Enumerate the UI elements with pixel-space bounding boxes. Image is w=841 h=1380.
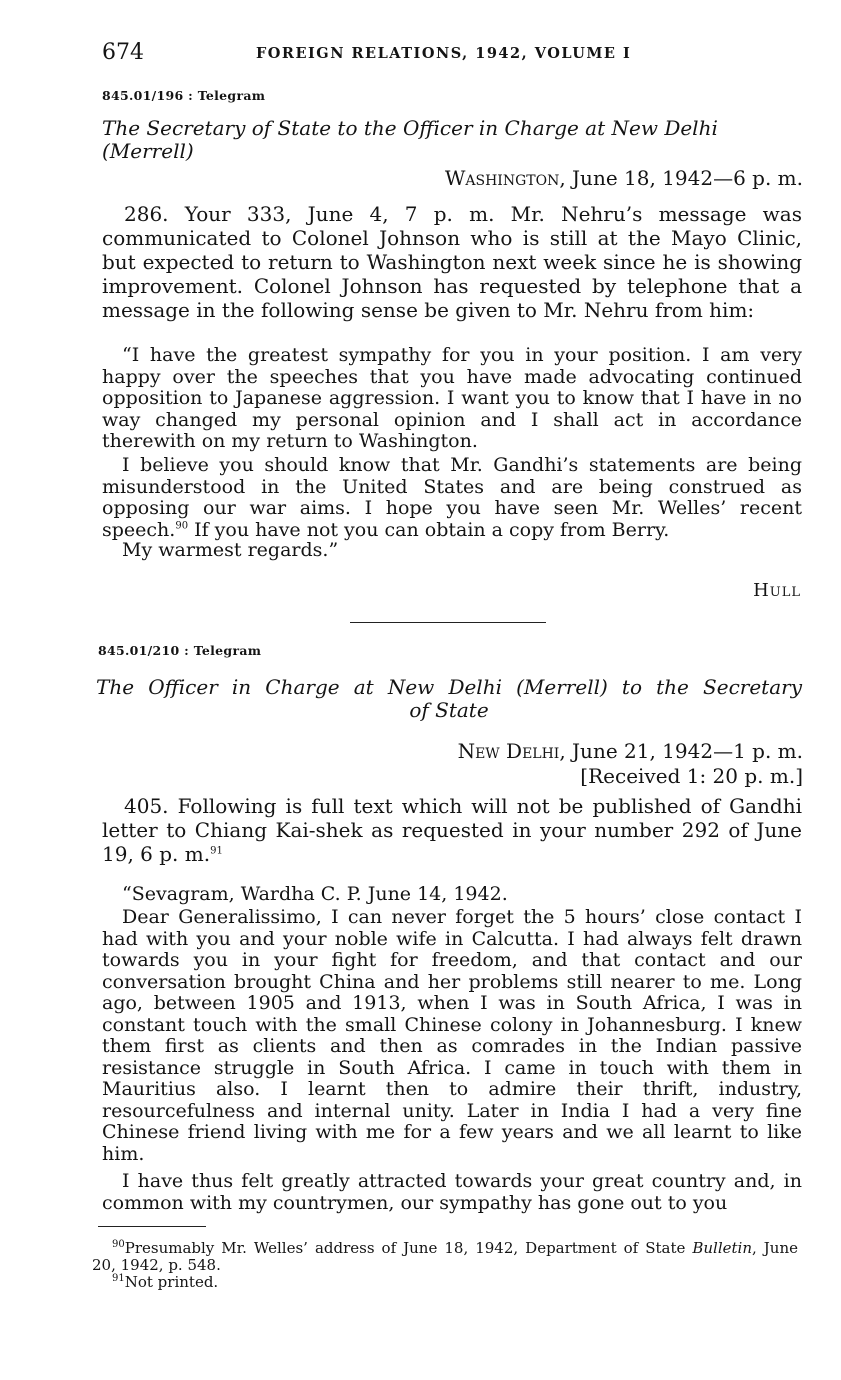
document-title-1: The Secretary of State to the Officer in Charge at New Delhi (Merrell) — [102, 116, 718, 163]
footnote-rule — [98, 1226, 206, 1227]
letter-paragraph-2: I have thus felt greatly attracted towards your great country and, in common with my countrymen, our sympathy has gone out to you — [102, 1170, 802, 1214]
footnote-91-text: Not printed. — [124, 1273, 219, 1291]
dateline-place-2: New Delhi — [457, 739, 560, 763]
quote-paragraph-1: “I have the greatest sympathy for you in your position. I am very happy over the speeches that you have made advocating continued opposition to Japanese aggression. I want you to know that I have in no way changed my personal opinion and I shall act in accordance therewith on my return to Washington. — [102, 344, 802, 452]
footnote-mark-90: 90 — [112, 1239, 125, 1250]
dateline-date: , June 18, 1942—6 p. m. — [559, 166, 803, 190]
footnote-mark-91: 91 — [112, 1273, 125, 1284]
signature-hull: Hull — [753, 580, 801, 601]
footnote-90-text-b: , June 20, 1942, p. 548. — [92, 1239, 799, 1274]
document-title-2-line-1: The Officer in Charge at New Delhi (Merrell) to the Secretary — [96, 675, 802, 699]
quote-paragraph-2 — [102, 455, 802, 541]
dateline-washington — [445, 166, 803, 190]
footnote-ref-91: 91 — [210, 845, 223, 857]
dateline-place: Washington — [444, 166, 560, 190]
footnote-90 — [92, 1240, 798, 1274]
quote-paragraph-3: My warmest regards.” — [122, 539, 339, 561]
footnote-90-italic: Bulletin — [692, 1239, 753, 1257]
footnote-90-text-a: Presumably Mr. Welles’ address of June 18, 1942, Department of State — [124, 1239, 693, 1257]
dateline-date-2: , June 21, 1942—1 p. m. — [559, 739, 803, 763]
section-divider — [350, 622, 546, 623]
document-title-2-line-2: of State — [409, 698, 489, 722]
file-reference-196: 845.01/196 : Telegram — [102, 88, 266, 103]
quote-paragraph-2-text-a: I believe you should know that Mr. Gandhi’s statements are being misunderstood in the United States and are being construed as opposing our war aims. I hope you have seen Mr. Welles’ recent speech. — [102, 454, 802, 541]
quote-paragraph-2-text-b: If you have not you can obtain a copy from Berry. — [188, 518, 670, 541]
telegram-405-text: 405. Following is full text which will not be published of Gandhi letter to Chiang Kai-shek as requested in your number 292 of June 19, 6 p. m. — [102, 794, 802, 866]
telegram-286-body: 286. Your 333, June 4, 7 p. m. Mr. Nehru’s message was communicated to Colonel Johnson who is still at the Mayo Clinic, but expected to return to Washington next week since he is showing improvement. Colonel Johnson has requested by telephone that a message in the following sense be given to Mr. Nehru from him: — [102, 202, 802, 322]
telegram-405-body — [102, 794, 802, 866]
file-reference-210: 845.01/210 : Telegram — [98, 643, 262, 658]
page-header — [102, 40, 802, 68]
footnote-ref-90: 90 — [175, 520, 189, 532]
letter-heading: “Sevagram, Wardha C. P. June 14, 1942. — [122, 883, 508, 905]
page-number: 674 — [102, 40, 144, 65]
running-title: FOREIGN RELATIONS, 1942, VOLUME I — [256, 45, 632, 62]
letter-paragraph-1: Dear Generalissimo, I can never forget the 5 hours’ close contact I had with you and your noble wife in Calcutta. I had always felt drawn towards you in your fight for freedom, and that contact and our conversation brought China and her problems still nearer to me. Long ago, between 1905 and 1913, when I was in South Africa, I was in constant touch with the small Chinese colony in Johannesburg. I knew them first as clients and then as comrades in the Indian passive resistance struggle in South Africa. I came in touch with them in Mauritius also. I learnt then to admire their thrift, industry, resourcefulness and internal unity. Later in India I had a very fine Chinese friend living with me for a few years and we all learnt to like him. — [102, 906, 802, 1165]
footnote-91 — [92, 1274, 798, 1291]
dateline-new-delhi — [458, 739, 803, 763]
received-note: [Received 1: 20 p. m.] — [580, 764, 803, 788]
